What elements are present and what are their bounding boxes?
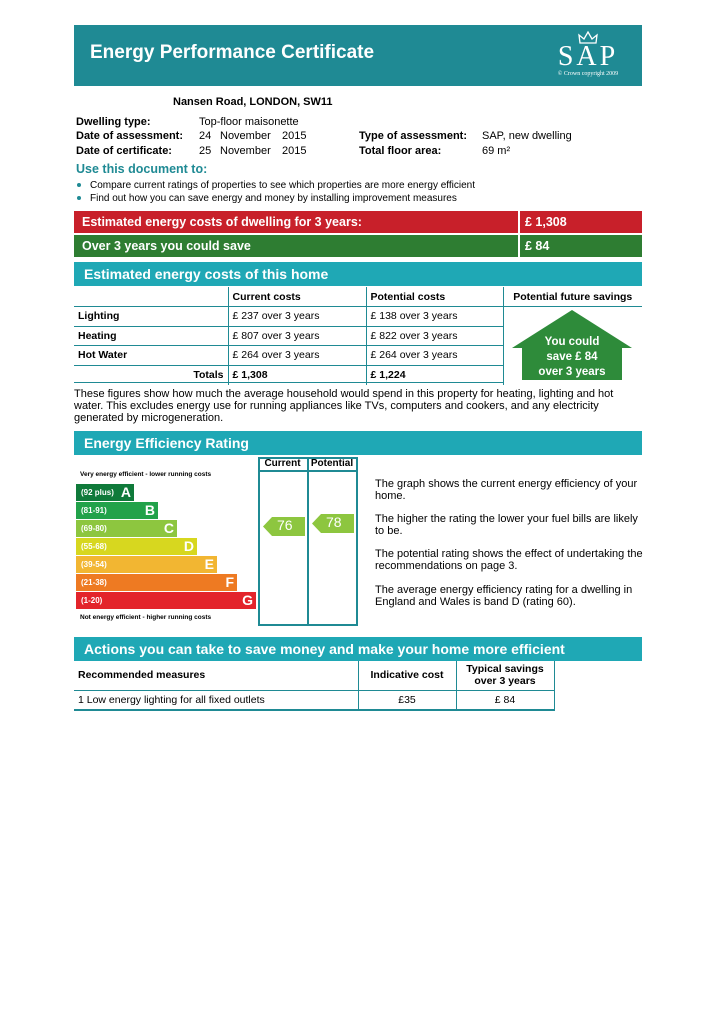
column-header-divider bbox=[307, 457, 309, 471]
header-cell bbox=[74, 287, 228, 307]
current-cost-cell: £ 237 over 3 years bbox=[228, 307, 366, 327]
current-column bbox=[258, 470, 309, 626]
costs-section-title: Estimated energy costs of this home bbox=[84, 266, 329, 282]
savings-text bbox=[522, 335, 622, 380]
estimated-costs-value: £ 1,308 bbox=[525, 215, 567, 229]
band-letter: G bbox=[242, 592, 253, 608]
row-label: Lighting bbox=[74, 307, 228, 327]
date-certificate-month: November bbox=[220, 145, 271, 157]
cost-cell: £35 bbox=[358, 690, 456, 710]
bottom-caption: Not energy efficient - higher running costs bbox=[80, 614, 212, 621]
sap-logo-text: SAP bbox=[557, 41, 619, 72]
header-typical-savings bbox=[456, 661, 554, 690]
rating-band-f bbox=[76, 574, 237, 591]
type-assessment-label: Type of assessment: bbox=[359, 130, 468, 142]
potential-cost-cell: £ 822 over 3 years bbox=[366, 326, 503, 346]
potential-savings-value: £ 84 bbox=[525, 239, 550, 253]
floor-area-label: Total floor area: bbox=[359, 145, 442, 157]
certificate-header bbox=[74, 25, 642, 86]
use-document-list bbox=[76, 180, 475, 206]
certificate-title: Energy Performance Certificate bbox=[90, 42, 375, 63]
header-indicative-cost: Indicative cost bbox=[358, 661, 456, 690]
potential-column-header: Potential bbox=[310, 458, 354, 469]
rating-section-header bbox=[74, 431, 642, 455]
date-certificate-day: 25 bbox=[199, 145, 212, 157]
estimated-costs-bar bbox=[74, 211, 642, 233]
top-caption: Very energy efficient - lower running costs bbox=[80, 471, 212, 478]
actions-section-title: Actions you can take to save money and make your home more efficient bbox=[84, 641, 565, 657]
savings-line: over 3 years bbox=[538, 366, 606, 378]
band-range: (55-68) bbox=[81, 542, 107, 551]
band-range: (92 plus) bbox=[81, 488, 114, 497]
potential-savings-bar bbox=[74, 235, 642, 257]
band-letter: B bbox=[144, 502, 155, 518]
rating-band-d bbox=[76, 538, 197, 555]
actions-table bbox=[74, 661, 555, 711]
date-assessment-year: 2015 bbox=[282, 130, 307, 142]
header-line: over 3 years bbox=[474, 675, 536, 688]
bar-divider bbox=[518, 235, 520, 257]
use-document-title: Use this document to: bbox=[76, 162, 208, 176]
band-range: (1-20) bbox=[81, 596, 103, 605]
table-bottom-rule bbox=[74, 382, 504, 383]
rating-band-e bbox=[76, 556, 217, 573]
band-letter: A bbox=[120, 484, 131, 500]
dwelling-type-label: Dwelling type: bbox=[76, 116, 151, 128]
rating-section-title: Energy Efficiency Rating bbox=[84, 435, 249, 451]
row-label: Hot Water bbox=[74, 346, 228, 366]
rating-band-c bbox=[76, 520, 177, 537]
header-future-savings: Potential future savings bbox=[503, 287, 642, 307]
rating-text-2: The higher the rating the lower your fuel bills are likely to be. bbox=[375, 513, 638, 537]
rating-band-b bbox=[76, 502, 158, 519]
costs-explanation: These figures show how much the average household would spend in this property for heating, lighting and hot water. This excludes energy use for running appliances like TVs, computers and cookers, and any electricity generated by microgeneration. bbox=[74, 388, 614, 424]
bar-divider bbox=[518, 211, 520, 233]
current-cost-cell: £ 807 over 3 years bbox=[228, 326, 366, 346]
header-measures: Recommended measures bbox=[74, 661, 358, 690]
total-potential-cost: £ 1,224 bbox=[366, 365, 503, 385]
sap-logo bbox=[548, 31, 628, 81]
date-assessment-month: November bbox=[220, 130, 271, 142]
potential-column bbox=[307, 470, 358, 626]
row-label: Heating bbox=[74, 326, 228, 346]
potential-savings-label: Over 3 years you could save bbox=[82, 239, 251, 253]
band-range: (21-38) bbox=[81, 578, 107, 587]
date-assessment-label: Date of assessment: bbox=[76, 130, 183, 142]
savings-cell: £ 84 bbox=[456, 690, 554, 710]
rating-band-a bbox=[76, 484, 134, 501]
potential-cost-cell: £ 138 over 3 years bbox=[366, 307, 503, 327]
rating-text-3: The potential rating shows the effect of undertaking the recommendations on page 3. bbox=[375, 548, 643, 572]
table-header-row bbox=[74, 287, 642, 307]
sap-copyright: © Crown copyright 2009 bbox=[557, 71, 619, 77]
estimated-costs-label: Estimated energy costs of dwelling for 3 years: bbox=[82, 215, 362, 229]
list-item: Compare current ratings of properties to see which properties are more energy efficient bbox=[76, 180, 475, 193]
header-current-costs: Current costs bbox=[228, 287, 366, 307]
date-certificate-label: Date of certificate: bbox=[76, 145, 172, 157]
dwelling-type-value: Top-floor maisonette bbox=[199, 116, 299, 128]
date-assessment-day: 24 bbox=[199, 130, 212, 142]
property-address: Nansen Road, LONDON, SW11 bbox=[173, 96, 333, 108]
rating-band-g bbox=[76, 592, 256, 609]
band-letter: D bbox=[183, 538, 194, 554]
type-assessment-value: SAP, new dwelling bbox=[482, 130, 572, 142]
measure-cell: 1 Low energy lighting for all fixed outlets bbox=[74, 690, 358, 710]
band-range: (81-91) bbox=[81, 506, 107, 515]
potential-rating-value: 78 bbox=[326, 514, 342, 530]
rating-text-4: The average energy efficiency rating for a dwelling in England and Wales is band D (rating 60). bbox=[375, 584, 633, 608]
list-item: Find out how you can save energy and money by installing improvement measures bbox=[76, 193, 475, 206]
table-row bbox=[74, 690, 554, 710]
current-rating-value: 76 bbox=[277, 517, 293, 533]
rating-text-1: The graph shows the current energy efficiency of your home. bbox=[375, 478, 638, 502]
current-column-header: Current bbox=[264, 458, 301, 469]
totals-label: Totals bbox=[193, 369, 224, 381]
actions-section-header bbox=[74, 637, 642, 661]
current-rating-arrow bbox=[263, 517, 305, 534]
costs-section-header bbox=[74, 262, 642, 286]
total-current-cost: £ 1,308 bbox=[228, 365, 366, 385]
band-range: (69-80) bbox=[81, 524, 107, 533]
potential-rating-arrow bbox=[312, 514, 354, 531]
band-letter: F bbox=[225, 574, 234, 590]
floor-area-value: 69 m² bbox=[482, 145, 511, 157]
savings-line: You could bbox=[544, 336, 600, 348]
header-potential-costs: Potential costs bbox=[366, 287, 503, 307]
savings-line: save £ 84 bbox=[546, 351, 598, 363]
potential-cost-cell: £ 264 over 3 years bbox=[366, 346, 503, 366]
band-letter: E bbox=[204, 556, 214, 572]
table-header-row bbox=[74, 661, 554, 690]
header-line: Typical savings bbox=[466, 663, 544, 676]
savings-house-badge bbox=[510, 308, 634, 387]
band-range: (39-54) bbox=[81, 560, 107, 569]
band-letter: C bbox=[163, 520, 174, 536]
current-cost-cell: £ 264 over 3 years bbox=[228, 346, 366, 366]
date-certificate-year: 2015 bbox=[282, 145, 307, 157]
